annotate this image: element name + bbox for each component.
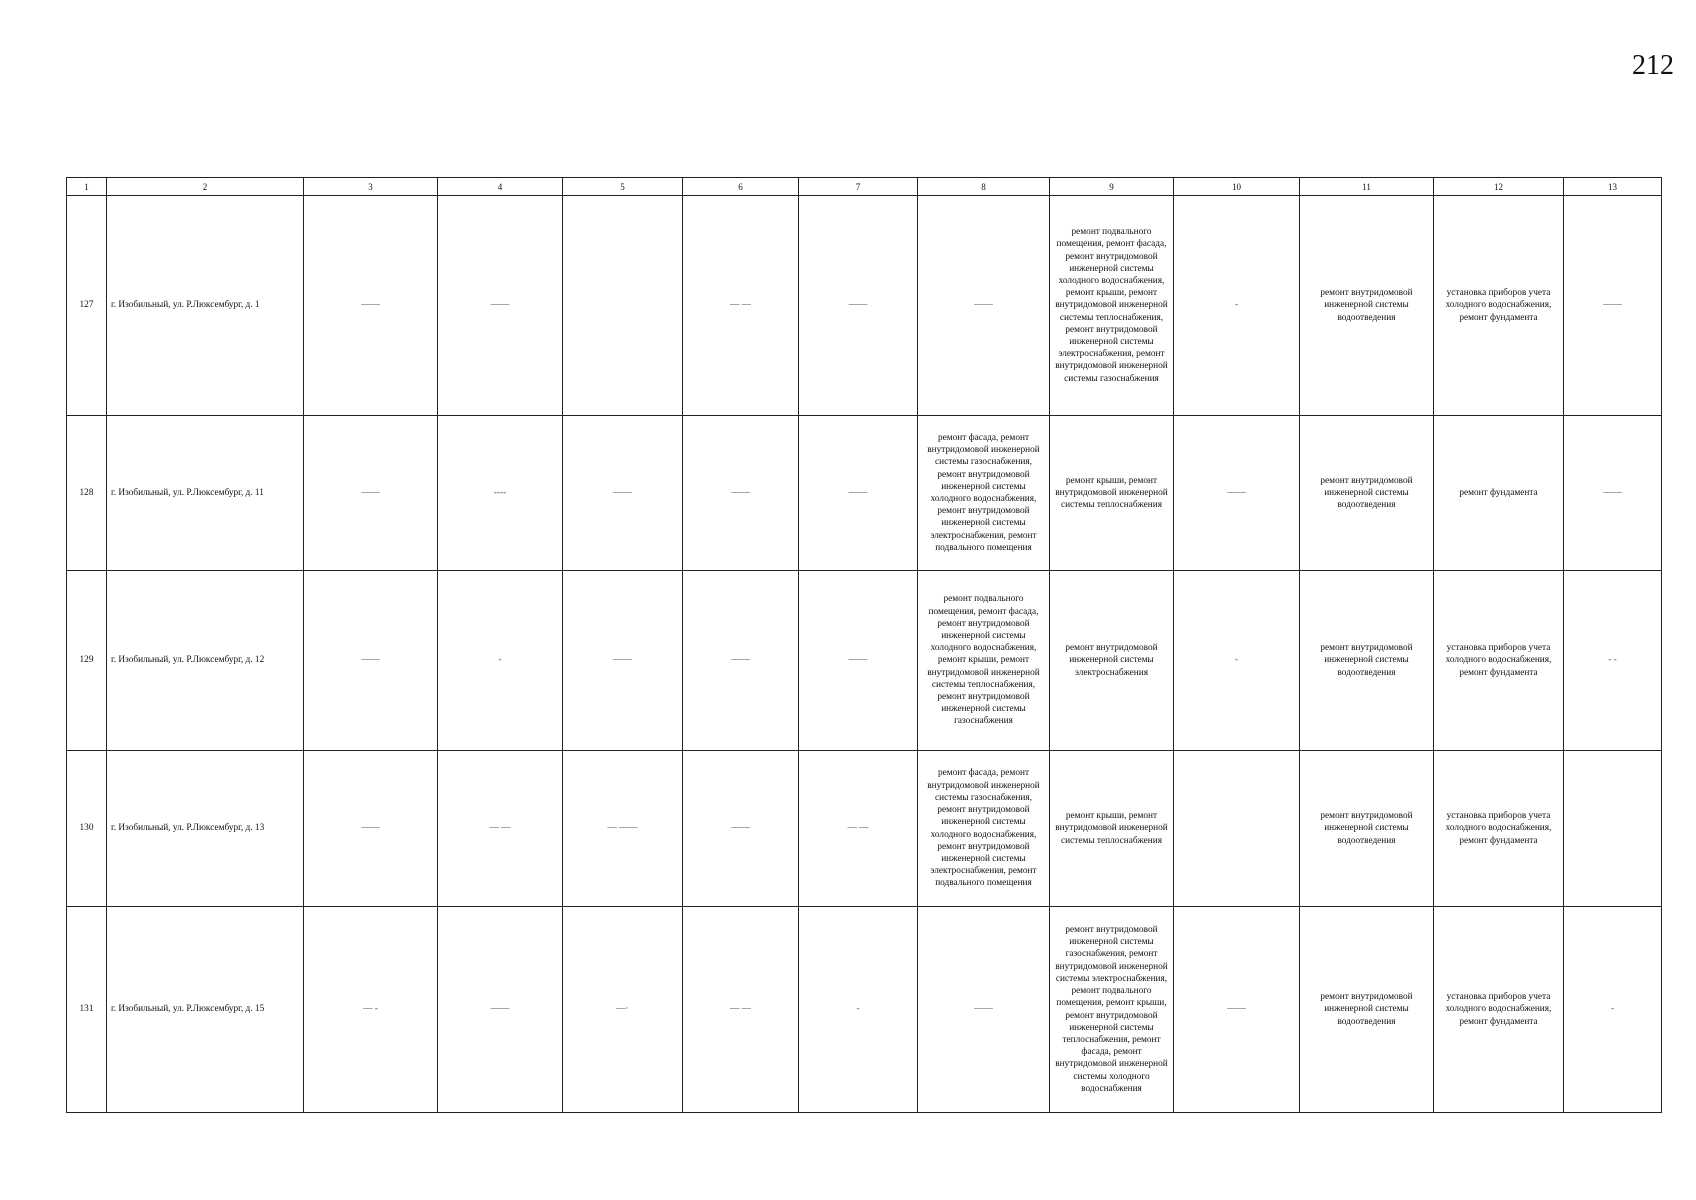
column-header: 10	[1174, 178, 1300, 196]
table-cell: — —	[438, 751, 563, 907]
works-cell: ремонт внутридомовой инженерной системы водоотведения	[1300, 751, 1434, 907]
table-cell: ——	[304, 416, 438, 571]
column-header: 1	[67, 178, 107, 196]
table-row	[67, 907, 1662, 1113]
works-cell: ремонт крыши, ремонт внутридомовой инженерной системы теплоснабжения	[1050, 751, 1174, 907]
table-row	[67, 571, 1662, 751]
table-cell: ——	[1564, 416, 1662, 571]
works-cell: ремонт крыши, ремонт внутридомовой инженерной системы теплоснабжения	[1050, 416, 1174, 571]
works-cell: ремонт внутридомовой инженерной системы электроснабжения	[1050, 571, 1174, 751]
address-cell: г. Изобильный, ул. Р.Люксембург, д. 1	[107, 196, 304, 416]
table-cell: — —	[683, 196, 799, 416]
address-cell: г. Изобильный, ул. Р.Люксембург, д. 12	[107, 571, 304, 751]
table-row	[67, 751, 1662, 907]
table-cell: ——	[683, 571, 799, 751]
works-cell: ремонт подвального помещения, ремонт фасада, ремонт внутридомовой инженерной системы холодного водоснабжения, ремонт крыши, ремонт внутридомовой инженерной системы теплоснабжения, ремонт внутридомовой инженерной системы газоснабжения	[918, 571, 1050, 751]
table-cell: ——	[563, 416, 683, 571]
works-cell: ремонт внутридомовой инженерной системы водоотведения	[1300, 571, 1434, 751]
table-cell: — ——	[563, 751, 683, 907]
table-cell	[1174, 751, 1300, 907]
works-cell: установка приборов учета холодного водоснабжения, ремонт фундамента	[1434, 196, 1564, 416]
column-header: 12	[1434, 178, 1564, 196]
column-header: 5	[563, 178, 683, 196]
row-number: 131	[67, 907, 107, 1113]
works-cell: ремонт внутридомовой инженерной системы водоотведения	[1300, 907, 1434, 1113]
column-header: 2	[107, 178, 304, 196]
works-cell: ремонт внутридомовой инженерной системы водоотведения	[1300, 196, 1434, 416]
table-cell: ----	[438, 416, 563, 571]
table-cell: ——	[304, 751, 438, 907]
column-header: 11	[1300, 178, 1434, 196]
address-cell: г. Изобильный, ул. Р.Люксембург, д. 15	[107, 907, 304, 1113]
table-cell: -	[1174, 571, 1300, 751]
works-cell: ремонт подвального помещения, ремонт фасада, ремонт внутридомовой инженерной системы холодного водоснабжения, ремонт крыши, ремонт внутридомовой инженерной системы теплоснабжения, ремонт внутридомовой инженерной системы электроснабжения, ремонт внутридомовой инженерной системы газоснабжения	[1050, 196, 1174, 416]
table-cell: ——	[918, 196, 1050, 416]
table-cell: ——	[1564, 196, 1662, 416]
works-cell: установка приборов учета холодного водоснабжения, ремонт фундамента	[1434, 907, 1564, 1113]
table-cell: — —	[683, 907, 799, 1113]
table-cell: -	[799, 907, 918, 1113]
table-cell: ——	[799, 416, 918, 571]
works-table	[66, 177, 1662, 1113]
works-cell: установка приборов учета холодного водоснабжения, ремонт фундамента	[1434, 751, 1564, 907]
table-cell: ——	[1174, 907, 1300, 1113]
table-cell: ——	[1174, 416, 1300, 571]
table-cell: ——	[918, 907, 1050, 1113]
column-header: 7	[799, 178, 918, 196]
column-header: 6	[683, 178, 799, 196]
table-cell: ——	[683, 416, 799, 571]
row-number: 127	[67, 196, 107, 416]
table-cell: - -	[1564, 571, 1662, 751]
table-cell	[563, 196, 683, 416]
column-header: 9	[1050, 178, 1174, 196]
table-cell: ——	[683, 751, 799, 907]
table-cell: ——	[563, 571, 683, 751]
address-cell: г. Изобильный, ул. Р.Люксембург, д. 13	[107, 751, 304, 907]
column-header: 8	[918, 178, 1050, 196]
table-cell: -	[1564, 907, 1662, 1113]
works-cell: ремонт фасада, ремонт внутридомовой инженерной системы газоснабжения, ремонт внутридомовой инженерной системы холодного водоснабжения, ремонт внутридомовой инженерной системы электроснабжения, ремонт подвального помещения	[918, 416, 1050, 571]
works-cell: ремонт внутридомовой инженерной системы газоснабжения, ремонт внутридомовой инженерной системы электроснабжения, ремонт подвального помещения, ремонт крыши, ремонт внутридомовой инженерной системы теплоснабжения, ремонт фасада, ремонт внутридомовой инженерной системы холодного водоснабжения	[1050, 907, 1174, 1113]
table-cell: ——	[438, 196, 563, 416]
table-cell	[1564, 751, 1662, 907]
row-number: 130	[67, 751, 107, 907]
table-row	[67, 196, 1662, 416]
column-header: 4	[438, 178, 563, 196]
table-cell: -	[438, 571, 563, 751]
row-number: 128	[67, 416, 107, 571]
works-cell: ремонт фасада, ремонт внутридомовой инженерной системы газоснабжения, ремонт внутридомовой инженерной системы холодного водоснабжения, ремонт внутридомовой инженерной системы электроснабжения, ремонт подвального помещения	[918, 751, 1050, 907]
table-cell: ——	[799, 196, 918, 416]
table-cell: — -	[304, 907, 438, 1113]
works-cell: ремонт фундамента	[1434, 416, 1564, 571]
row-number: 129	[67, 571, 107, 751]
table-cell: ——	[304, 571, 438, 751]
column-header: 3	[304, 178, 438, 196]
table-cell: ——	[304, 196, 438, 416]
table-cell: ——	[799, 571, 918, 751]
table-cell: -	[1174, 196, 1300, 416]
works-cell: установка приборов учета холодного водоснабжения, ремонт фундамента	[1434, 571, 1564, 751]
page-number: 212	[1632, 50, 1674, 81]
table-row	[67, 416, 1662, 571]
table-cell: — —	[799, 751, 918, 907]
table-cell: —·	[563, 907, 683, 1113]
works-cell: ремонт внутридомовой инженерной системы водоотведения	[1300, 416, 1434, 571]
column-header: 13	[1564, 178, 1662, 196]
address-cell: г. Изобильный, ул. Р.Люксембург, д. 11	[107, 416, 304, 571]
table-cell: ——	[438, 907, 563, 1113]
column-number-row	[67, 178, 1662, 196]
